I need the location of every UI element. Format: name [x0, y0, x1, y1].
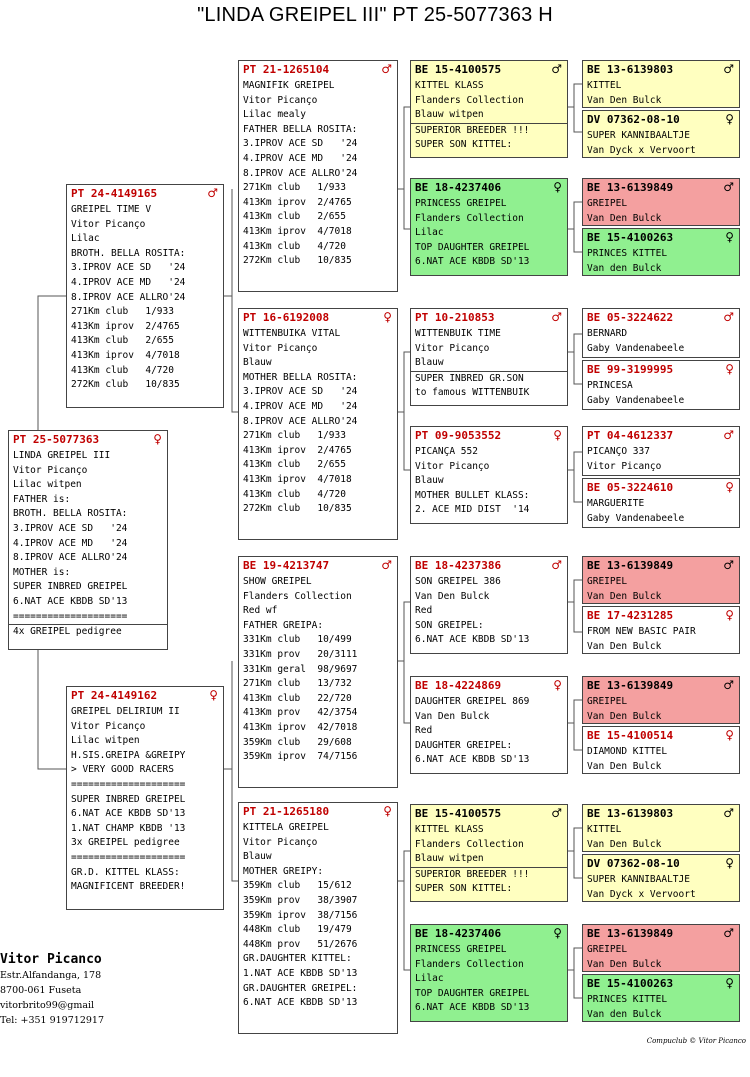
card-line: 413Km iprov 2/4765 [243, 196, 352, 208]
card-line: DAUGHTER GREIPEL: [415, 739, 513, 751]
pedigree-card-g15 [582, 924, 740, 972]
card-line: Vitor Picanço [243, 342, 318, 354]
card-line: ==================== [13, 610, 128, 622]
card-line: ==================== [71, 778, 186, 790]
card-line: LINDA GREIPEL III [13, 450, 111, 461]
ring-number: BE 05-3224622 [587, 310, 674, 324]
male-symbol-icon: ♂ [723, 428, 734, 442]
pedigree-card-g8 [582, 478, 740, 528]
card-line: 413Km iprov 4/7018 [71, 349, 180, 361]
card-line: Lilac mealy [243, 109, 306, 121]
card-line: 271Km club 1/933 [243, 430, 346, 442]
card-line: Van Den Bulck [587, 590, 662, 602]
card-line: 331Km club 10/499 [243, 634, 352, 646]
card-header [583, 309, 739, 325]
card-line: Flanders Collection [415, 94, 524, 106]
card-header [583, 229, 739, 245]
male-symbol-icon: ♂ [723, 926, 734, 940]
card-line: PRINCESS GREIPEL [415, 944, 507, 955]
card-line: DAUGHTER GREIPEL 869 [415, 696, 530, 707]
card-line: SUPER SON KITTEL: [415, 883, 513, 895]
card-header [583, 925, 739, 941]
ring-number: BE 19-4213747 [243, 558, 330, 572]
pedigree-card-f [66, 184, 224, 408]
card-line: 272Km club 10/835 [71, 379, 180, 391]
card-line: GREIPEL [587, 944, 628, 955]
breeder-contact [0, 952, 230, 1028]
card-line: SUPERIOR BREEDER !!! [411, 867, 567, 883]
card-line: Lilac witpen [13, 479, 82, 491]
card-line: SUPERIOR BREEDER !!! [411, 123, 567, 139]
card-line: Van Den Bulck [587, 760, 662, 772]
card-line: SUPER KANNIBAALTJE [587, 130, 690, 141]
card-line: BROTH. BELLA ROSITA: [13, 508, 128, 520]
card-line: FATHER BELLA ROSITA: [243, 123, 358, 135]
card-header [411, 427, 567, 443]
card-line: 6.NAT ACE KBDB SD'13 [415, 754, 530, 766]
breeder-phone: Tel: +351 919712917 [0, 1015, 104, 1026]
card-line: 1.NAT ACE KBDB SD'13 [243, 967, 358, 979]
pedigree-card-g5 [582, 308, 740, 358]
pedigree-card-mfm [410, 676, 568, 774]
card-line: SUPER KANNIBAALTJE [587, 874, 690, 885]
card-line: PRINCES KITTEL [587, 994, 668, 1005]
pedigree-card-mff [410, 556, 568, 654]
card-line: 6.NAT ACE KBDB SD'13 [415, 1002, 530, 1014]
card-line: 448Km prov 51/2676 [243, 938, 358, 950]
card-line: Blauw [415, 475, 444, 487]
pedigree-card-m [66, 686, 224, 910]
card-header [583, 111, 739, 127]
card-line: PRINCES KITTEL [587, 248, 668, 259]
card-line: 413Km iprov 4/7018 [243, 225, 352, 237]
pedigree-card-g12 [582, 726, 740, 774]
male-symbol-icon: ♂ [551, 310, 562, 324]
card-line: 6.NAT ACE KBDB SD'13 [71, 808, 186, 820]
card-line: TOP DAUGHTER GREIPEL [415, 987, 530, 999]
ring-number: PT 24-4149165 [71, 186, 158, 200]
card-line: PICANÇA 552 [415, 446, 478, 457]
ring-number: BE 15-4100575 [415, 62, 502, 76]
card-line: 331Km geral 98/9697 [243, 663, 358, 675]
male-symbol-icon: ♂ [207, 186, 218, 200]
card-line: Red [415, 605, 433, 617]
card-line: WITTENBUIKA VITAL [243, 328, 341, 339]
card-line: ==================== [71, 851, 186, 863]
card-line: Van Den Bulck [587, 958, 662, 970]
card-line: 413Km iprov 2/4765 [243, 444, 352, 456]
pedigree-card-mm [238, 802, 398, 1034]
female-symbol-icon: ♀ [725, 362, 734, 376]
card-line: 6.NAT ACE KBDB SD'13 [13, 595, 128, 607]
card-line: DIAMOND KITTEL [587, 746, 668, 757]
ring-number: BE 15-4100263 [587, 976, 674, 990]
male-symbol-icon: ♂ [723, 678, 734, 692]
pedigree-card-g11 [582, 676, 740, 724]
card-line: Van Den Bulck [587, 212, 662, 224]
card-line: PICANÇO 337 [587, 446, 650, 457]
pedigree-card-g9 [582, 556, 740, 604]
card-line: PRINCESS GREIPEL [415, 198, 507, 209]
card-line: FROM NEW BASIC PAIR [587, 626, 696, 637]
card-line: 6.NAT ACE KBDB SD'13 [415, 634, 530, 646]
card-line: 413Km club 22/720 [243, 692, 352, 704]
card-line: MAGNIFICENT BREEDER! [71, 881, 186, 893]
male-symbol-icon: ♂ [551, 806, 562, 820]
pedigree-card-g16 [582, 974, 740, 1022]
card-line: WITTENBUIK TIME [415, 328, 501, 339]
card-line: Flanders Collection [415, 958, 524, 970]
breeder-email: vitorbrito99@gmail [0, 1000, 95, 1011]
card-header [239, 309, 397, 325]
card-line: Blauw [243, 357, 272, 369]
ring-number: DV 07362-08-10 [587, 856, 680, 870]
card-line: 6.NAT ACE KBDB SD'13 [415, 256, 530, 268]
card-header [9, 431, 167, 447]
female-symbol-icon: ♀ [725, 728, 734, 742]
card-line: GREIPEL [587, 576, 628, 587]
card-line: Van Den Bulck [415, 590, 490, 602]
card-line: 8.IPROV ACE ALLRO'24 [13, 552, 128, 564]
ring-number: PT 21-1265104 [243, 62, 330, 76]
card-line: 359Km iprov 74/7156 [243, 751, 358, 763]
male-symbol-icon: ♂ [723, 806, 734, 820]
card-line: 448Km club 19/479 [243, 924, 352, 936]
ring-number: BE 13-6139803 [587, 806, 674, 820]
ring-number: PT 25-5077363 [13, 432, 100, 446]
pedigree-card-mf [238, 556, 398, 788]
card-header [411, 179, 567, 195]
card-line: Van Den Bulck [587, 94, 662, 106]
card-header [411, 309, 567, 325]
card-line: Vitor Picanço [587, 460, 662, 472]
ring-number: BE 13-6139849 [587, 558, 674, 572]
card-line: MOTHER BULLET KLASS: [415, 489, 530, 501]
card-header [411, 805, 567, 821]
card-line: Vitor Picanço [243, 94, 318, 106]
ring-number: BE 15-4100263 [587, 230, 674, 244]
card-line: KITTEL KLASS [415, 80, 484, 91]
card-line: Flanders Collection [243, 590, 352, 602]
pedigree-card-fm [238, 308, 398, 540]
card-line: Flanders Collection [415, 838, 524, 850]
card-line: 413Km club 4/720 [71, 364, 174, 376]
card-line: 8.IPROV ACE ALLRO'24 [71, 291, 186, 303]
card-line: Van Den Bulck [587, 640, 662, 652]
female-symbol-icon: ♀ [383, 310, 392, 324]
pedigree-card-fmm [410, 426, 568, 524]
card-line: 271Km club 13/732 [243, 678, 352, 690]
ring-number: BE 18-4224869 [415, 678, 502, 692]
card-line: 413Km prov 42/3754 [243, 707, 358, 719]
card-header [583, 855, 739, 871]
card-line: 413Km iprov 42/7018 [243, 721, 358, 733]
card-line: 4.IPROV ACE MD '24 [243, 400, 358, 412]
ring-number: BE 99-3199995 [587, 362, 674, 376]
card-line: > VERY GOOD RACERS [71, 764, 174, 776]
card-line: 1.NAT CHAMP KBDB '13 [71, 822, 186, 834]
pedigree-card-g14 [582, 854, 740, 902]
card-line: SON GREIPEL 386 [415, 576, 501, 587]
pedigree-card-ff [238, 60, 398, 292]
card-line: SUPER INBRED GR.SON [411, 371, 567, 387]
card-line: PRINCESA [587, 380, 633, 391]
male-symbol-icon: ♂ [723, 310, 734, 324]
card-line: MARGUERITE [587, 498, 645, 509]
card-line: BROTH. BELLA ROSITA: [71, 247, 186, 259]
pedigree-card-mmm [410, 924, 568, 1022]
card-header [583, 427, 739, 443]
breeder-name: Vitor Picanco [0, 952, 102, 967]
card-line: GR.D. KITTEL KLASS: [71, 866, 180, 878]
card-line: 6.NAT ACE KBDB SD'13 [243, 997, 358, 1009]
card-line: Vitor Picanço [243, 836, 318, 848]
card-line: 359Km iprov 38/7156 [243, 909, 358, 921]
card-line: GREIPEL DELIRIUM II [71, 706, 180, 717]
card-line: Van den Bulck [587, 262, 662, 274]
pedigree-card-g2 [582, 110, 740, 158]
card-line: KITTELA GREIPEL [243, 822, 329, 833]
card-line: 4.IPROV ACE MD '24 [71, 276, 186, 288]
card-line: Blauw [243, 851, 272, 863]
female-symbol-icon: ♀ [553, 428, 562, 442]
card-line: 4.IPROV ACE MD '24 [13, 537, 128, 549]
card-line: Lilac [415, 227, 444, 239]
card-line: 413Km club 2/655 [243, 459, 346, 471]
card-line: H.SIS.GREIPA &GREIPY [71, 749, 186, 761]
ring-number: BE 13-6139849 [587, 926, 674, 940]
card-line: Gaby Vandenabeele [587, 394, 685, 406]
ring-number: BE 15-4100575 [415, 806, 502, 820]
card-line: Gaby Vandenabeele [587, 342, 685, 354]
card-header [583, 557, 739, 573]
pedigree-card-g3 [582, 178, 740, 226]
card-line: 413Km iprov 2/4765 [71, 320, 180, 332]
card-line: BERNARD [587, 328, 628, 339]
ring-number: BE 18-4237406 [415, 180, 502, 194]
card-line: Vitor Picanço [71, 218, 146, 230]
card-header [67, 687, 223, 703]
card-line: 3.IPROV ACE SD '24 [243, 386, 358, 398]
pedigree-title: "LINDA GREIPEL III" PT 25-5077363 H [197, 4, 553, 26]
female-symbol-icon: ♀ [725, 856, 734, 870]
card-line: Vitor Picanço [13, 464, 88, 476]
pedigree-card-g13 [582, 804, 740, 852]
card-line: KITTEL [587, 824, 622, 835]
male-symbol-icon: ♂ [381, 558, 392, 572]
pedigree-card-fmf [410, 308, 568, 406]
male-symbol-icon: ♂ [723, 180, 734, 194]
card-line: SUPER INBRED GREIPEL [13, 581, 128, 593]
card-line: Red [415, 725, 433, 737]
card-line: Lilac [415, 973, 444, 985]
female-symbol-icon: ♀ [553, 180, 562, 194]
card-line: 359Km prov 38/3907 [243, 894, 358, 906]
card-line: TOP DAUGHTER GREIPEL [415, 241, 530, 253]
pedigree-card-ffm [410, 178, 568, 276]
card-line: Vitor Picanço [71, 720, 146, 732]
card-line: MOTHER GREIPY: [243, 865, 324, 877]
card-line: SHOW GREIPEL [243, 576, 312, 587]
card-line: GR.DAUGHTER GREIPEL: [243, 982, 358, 994]
ring-number: BE 13-6139849 [587, 180, 674, 194]
card-header [583, 361, 739, 377]
female-symbol-icon: ♀ [383, 804, 392, 818]
female-symbol-icon: ♀ [725, 976, 734, 990]
card-header [411, 557, 567, 573]
card-line: GR.DAUGHTER KITTEL: [243, 953, 352, 965]
pedigree-card-g6 [582, 360, 740, 410]
card-line: 359Km club 15/612 [243, 880, 352, 892]
breeder-postal: 8700-061 Fuseta [0, 985, 82, 996]
male-symbol-icon: ♂ [723, 558, 734, 572]
card-line: SUPER INBRED GREIPEL [71, 793, 186, 805]
ring-number: BE 17-4231285 [587, 608, 674, 622]
card-header [583, 607, 739, 623]
card-line: 4x GREIPEL pedigree [9, 624, 167, 640]
card-line: Gaby Vandenabeele [587, 512, 685, 524]
card-line: FATHER is: [13, 493, 71, 505]
card-line: MAGNIFIK GREIPEL [243, 80, 335, 91]
card-header [583, 975, 739, 991]
card-line: 2. ACE MID DIST '14 [415, 504, 530, 516]
card-line: 413Km club 4/720 [243, 240, 346, 252]
card-line: Vitor Picanço [415, 342, 490, 354]
card-line: 413Km club 2/655 [71, 335, 174, 347]
card-line: MOTHER is: [13, 566, 71, 578]
pedigree-card-g7 [582, 426, 740, 476]
card-line: Van Den Bulck [587, 710, 662, 722]
card-line: Lilac witpen [71, 735, 140, 747]
card-line: KITTEL KLASS [415, 824, 484, 835]
ring-number: BE 15-4100514 [587, 728, 674, 742]
card-line: Lilac [71, 233, 100, 245]
female-symbol-icon: ♀ [725, 112, 734, 126]
ring-number: BE 18-4237406 [415, 926, 502, 940]
card-line: 271Km club 1/933 [71, 306, 174, 318]
card-header [411, 61, 567, 77]
male-symbol-icon: ♂ [381, 62, 392, 76]
ring-number: PT 09-9053552 [415, 428, 502, 442]
ring-number: BE 13-6139803 [587, 62, 674, 76]
pedigree-card-mmf [410, 804, 568, 902]
card-line: 3x GREIPEL pedigree [71, 837, 180, 849]
pedigree-card-g1 [582, 60, 740, 108]
card-line: GREIPEL [587, 696, 628, 707]
card-line: Van Den Bulck [587, 838, 662, 850]
ring-number: PT 10-210853 [415, 310, 495, 324]
card-line: to famous WITTENBUIK [415, 387, 530, 399]
card-line: Van Den Bulck [415, 710, 490, 722]
card-line: 3.IPROV ACE SD '24 [13, 522, 128, 534]
card-line: 3.IPROV ACE SD '24 [71, 262, 186, 274]
card-header [583, 727, 739, 743]
card-header [583, 677, 739, 693]
card-line: SUPER SON KITTEL: [415, 139, 513, 151]
female-symbol-icon: ♀ [725, 480, 734, 494]
card-line: MOTHER BELLA ROSITA: [243, 371, 358, 383]
female-symbol-icon: ♀ [553, 926, 562, 940]
ring-number: BE 05-3224610 [587, 480, 674, 494]
card-line: SON GREIPEL: [415, 619, 484, 631]
card-line: Red wf [243, 605, 278, 617]
ring-number: BE 13-6139849 [587, 678, 674, 692]
card-header [411, 925, 567, 941]
card-line: 272Km club 10/835 [243, 255, 352, 267]
female-symbol-icon: ♀ [725, 230, 734, 244]
female-symbol-icon: ♀ [209, 688, 218, 702]
card-line: Flanders Collection [415, 212, 524, 224]
card-line: 413Km club 2/655 [243, 211, 346, 223]
male-symbol-icon: ♂ [551, 558, 562, 572]
card-header [583, 61, 739, 77]
ring-number: PT 24-4149162 [71, 688, 158, 702]
ring-number: BE 18-4237386 [415, 558, 502, 572]
ring-number: PT 04-4612337 [587, 428, 674, 442]
card-line: KITTEL [587, 80, 622, 91]
pedigree-card-g4 [582, 228, 740, 276]
male-symbol-icon: ♂ [723, 62, 734, 76]
card-header [239, 557, 397, 573]
card-line: 271Km club 1/933 [243, 182, 346, 194]
card-header [583, 179, 739, 195]
ring-number: DV 07362-08-10 [587, 112, 680, 126]
card-line: 413Km club 4/720 [243, 488, 346, 500]
card-line: GREIPEL TIME V [71, 204, 152, 215]
card-header [239, 803, 397, 819]
card-line: Vitor Picanço [415, 460, 490, 472]
card-line: Blauw witpen [415, 109, 484, 121]
card-line: Blauw witpen [415, 853, 484, 865]
card-header [583, 479, 739, 495]
card-line: 8.IPROV ACE ALLRO'24 [243, 167, 358, 179]
card-line: 4.IPROV ACE MD '24 [243, 152, 358, 164]
breeder-address: Estr.Alfandanga, 178 [0, 970, 102, 981]
female-symbol-icon: ♀ [153, 432, 162, 446]
ring-number: PT 16-6192008 [243, 310, 330, 324]
card-line: Van den Bulck [587, 1008, 662, 1020]
female-symbol-icon: ♀ [725, 608, 734, 622]
card-header [67, 185, 223, 201]
card-line: GREIPEL [587, 198, 628, 209]
card-line: 272Km club 10/835 [243, 503, 352, 515]
card-line: 8.IPROV ACE ALLRO'24 [243, 415, 358, 427]
card-line: Van Dyck x Vervoort [587, 144, 696, 156]
card-line: FATHER GREIPA: [243, 619, 324, 631]
card-line: Blauw [415, 357, 444, 369]
card-line: Van Dyck x Vervoort [587, 888, 696, 900]
card-line: 3.IPROV ACE SD '24 [243, 138, 358, 150]
footer-credit: Compuclub © Vitor Picanco [646, 1037, 746, 1045]
male-symbol-icon: ♂ [551, 62, 562, 76]
card-header [583, 805, 739, 821]
card-header [239, 61, 397, 77]
card-line: 413Km iprov 4/7018 [243, 473, 352, 485]
pedigree-card-fff [410, 60, 568, 158]
card-line: 331Km prov 20/3111 [243, 648, 358, 660]
card-header [411, 677, 567, 693]
ring-number: PT 21-1265180 [243, 804, 330, 818]
female-symbol-icon: ♀ [553, 678, 562, 692]
pedigree-card-g10 [582, 606, 740, 654]
pedigree-card-subject [8, 430, 168, 650]
card-line: 359Km club 29/608 [243, 736, 352, 748]
